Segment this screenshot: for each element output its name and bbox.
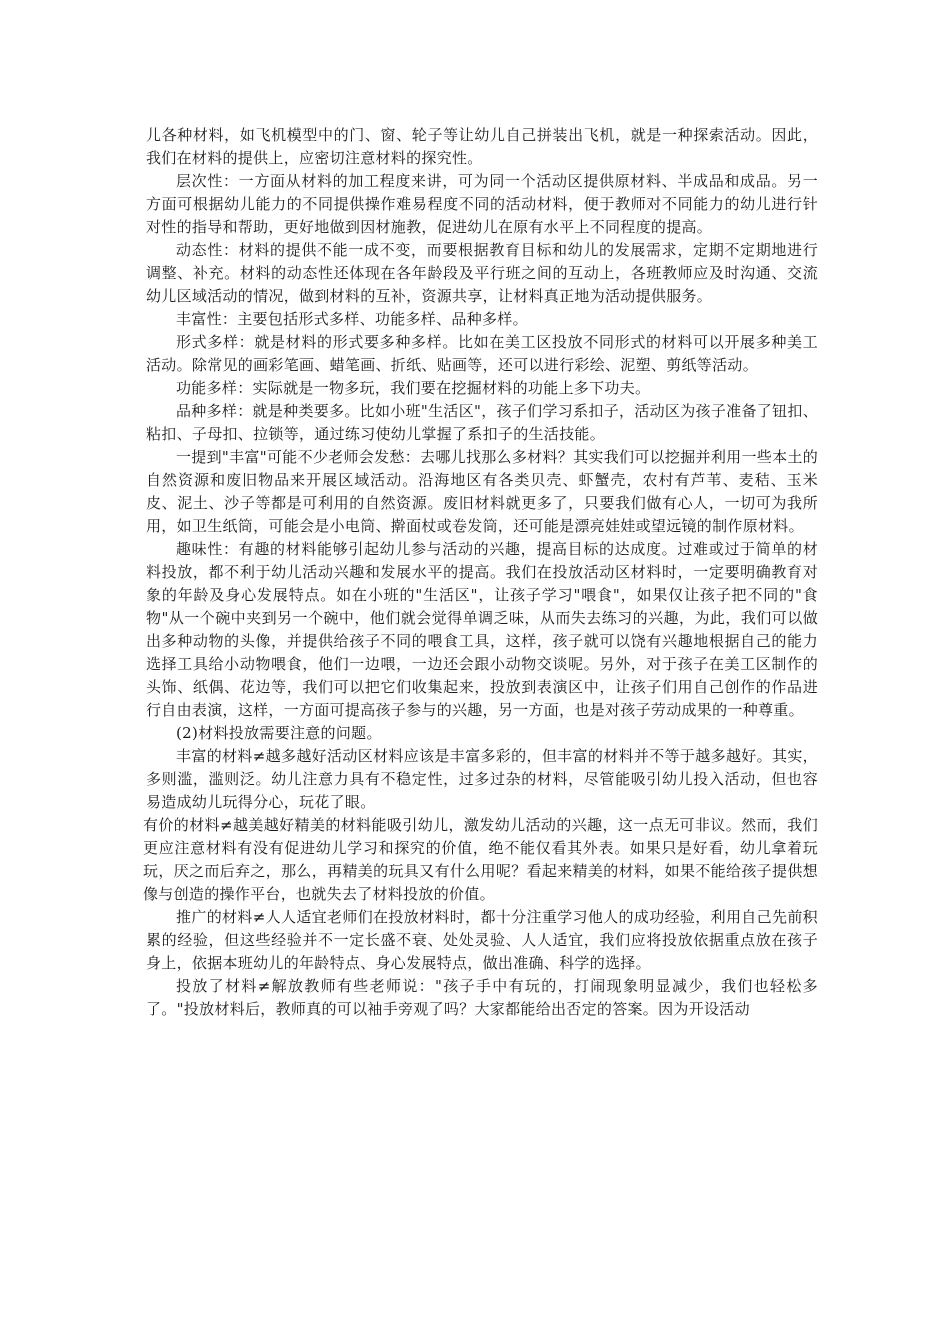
paragraph-continuation: 儿各种材料，如飞机模型中的门、窗、轮子等让幼儿自己拼装出飞机，就是一种探索活动。因此，我们在材料的提供上，应密切注意材料的探究性。 [146, 126, 818, 167]
paragraph-local-resources: 一提到"丰富"可能不少老师会发愁：去哪儿找那么多材料？其实我们可以挖掘并利用一些本土的自然资源和废旧物品来开展区域活动。沿海地区有各类贝壳、虾蟹壳，农村有芦苇、麦秸、玉米皮、泥土、沙子等都是可利用的自然资源。废旧材料就更多了，只要我们做有心人，一切可为我所用，如卫生纸筒，可能会是小电筒、擀面杖或卷发筒，还可能是漂亮娃娃或望远镜的制作原材料。 [146, 448, 818, 535]
document-body [143, 124, 818, 1021]
paragraph-rich-not-more: 丰富的材料≠越多越好活动区材料应该是丰富多彩的，但丰富的材料并不等于越多越好。其实，多则滥，滥则泛。幼儿注意力具有不稳定性，过多过杂的材料，尽管能吸引幼儿投入活动，但也容易造成幼儿玩得分心，玩花了眼。 [146, 747, 818, 811]
paragraph-function-variety: 功能多样：实际就是一物多玩，我们要在挖掘材料的功能上多下功夫。 [176, 379, 651, 397]
paragraph-richness: 丰富性：主要包括形式多样、功能多样、品种多样。 [176, 310, 528, 328]
paragraph-interest: 趣味性：有趣的材料能够引起幼儿参与活动的兴趣，提高目标的达成度。过难或过于简单的材料投放，都不利于幼儿活动兴趣和发展水平的提高。我们在投放活动区材料时，一定要明确教育对象的年龄及身心发展特点。如在小班的"生活区"，让孩子学习"喂食"，如果仅让孩子把不同的"食物"从一个碗中夹到另一个碗中，他们就会觉得单调乏味，从而失去练习的兴趣，为此，我们可以做出多种动物的头像，并提供给孩子不同的喂食工具，这样，孩子就可以饶有兴趣地根据自己的能力选择工具给小动物喂食，他们一边喂，一边还会跟小动物交谈呢。另外，对于孩子在美工区制作的头饰、纸偶、花边等，我们可以把它们收集起来，投放到表演区中，让孩子们用自己创作的作品进行自由表演，这样，一方面可提高孩子参与的兴趣，另一方面，也是对孩子劳动成果的一种尊重。 [146, 540, 818, 719]
paragraph-not-free-teacher: 投放了材料≠解放教师有些老师说："孩子手中有玩的，打闹现象明显减少，我们也轻松多了。"投放材料后，教师真的可以袖手旁观了吗？大家都能给出否定的答案。因为开设活动 [146, 977, 818, 1018]
paragraph-promoted-not-universal: 推广的材料≠人人适宜老师们在投放材料时，都十分注重学习他人的成功经验，利用自己先前积累的经验，但这些经验并不一定长盛不衰、处处灵验、人人适宜，我们应将投放依据重点放在孩子身上，依据本班幼儿的年龄特点、身心发展特点，做出准确、科学的选择。 [146, 908, 818, 972]
paragraph-type-variety: 品种多样：就是种类要多。比如小班"生活区"，孩子们学习系扣子，活动区为孩子准备了钮扣、粘扣、子母扣、拉锁等，通过练习使幼儿掌握了系扣子的生活技能。 [146, 402, 818, 443]
paragraph-value-not-beauty: 有价的材料≠越美越好精美的材料能吸引幼儿，激发幼儿活动的兴趣，这一点无可非议。然而，我们更应注意材料有没有促进幼儿学习和探究的价值，绝不能仅看其外表。如果只是好看，幼儿拿着玩玩，厌之而后弃之，那么，再精美的玩具又有什么用呢？看起来精美的材料，如果不能给孩子提供想像与创造的操作平台，也就失去了材料投放的价值。 [143, 816, 818, 903]
paragraph-dynamic: 动态性：材料的提供不能一成不变，而要根据教育目标和幼儿的发展需求，定期不定期地进行调整、补充。材料的动态性还体现在各年龄段及平行班之间的互动上，各班教师应及时沟通、交流幼儿区域活动的情况，做到材料的互补，资源共享，让材料真正地为活动提供服务。 [146, 241, 818, 305]
paragraph-hierarchy: 层次性：一方面从材料的加工程度来讲，可为同一个活动区提供原材料、半成品和成品。另一方面可根据幼儿能力的不同提供操作难易程度不同的活动材料，便于教师对不同能力的幼儿进行针对性的指导和帮助，更好地做到因材施教，促进幼儿在原有水平上不同程度的提高。 [146, 172, 818, 236]
section-heading: (2)材料投放需要注意的问题。 [176, 724, 382, 742]
paragraph-form-variety: 形式多样：就是材料的形式要多种多样。比如在美工区投放不同形式的材料可以开展多种美工活动。除常见的画彩笔画、蜡笔画、折纸、贴画等，还可以进行彩绘、泥塑、剪纸等活动。 [146, 333, 818, 374]
